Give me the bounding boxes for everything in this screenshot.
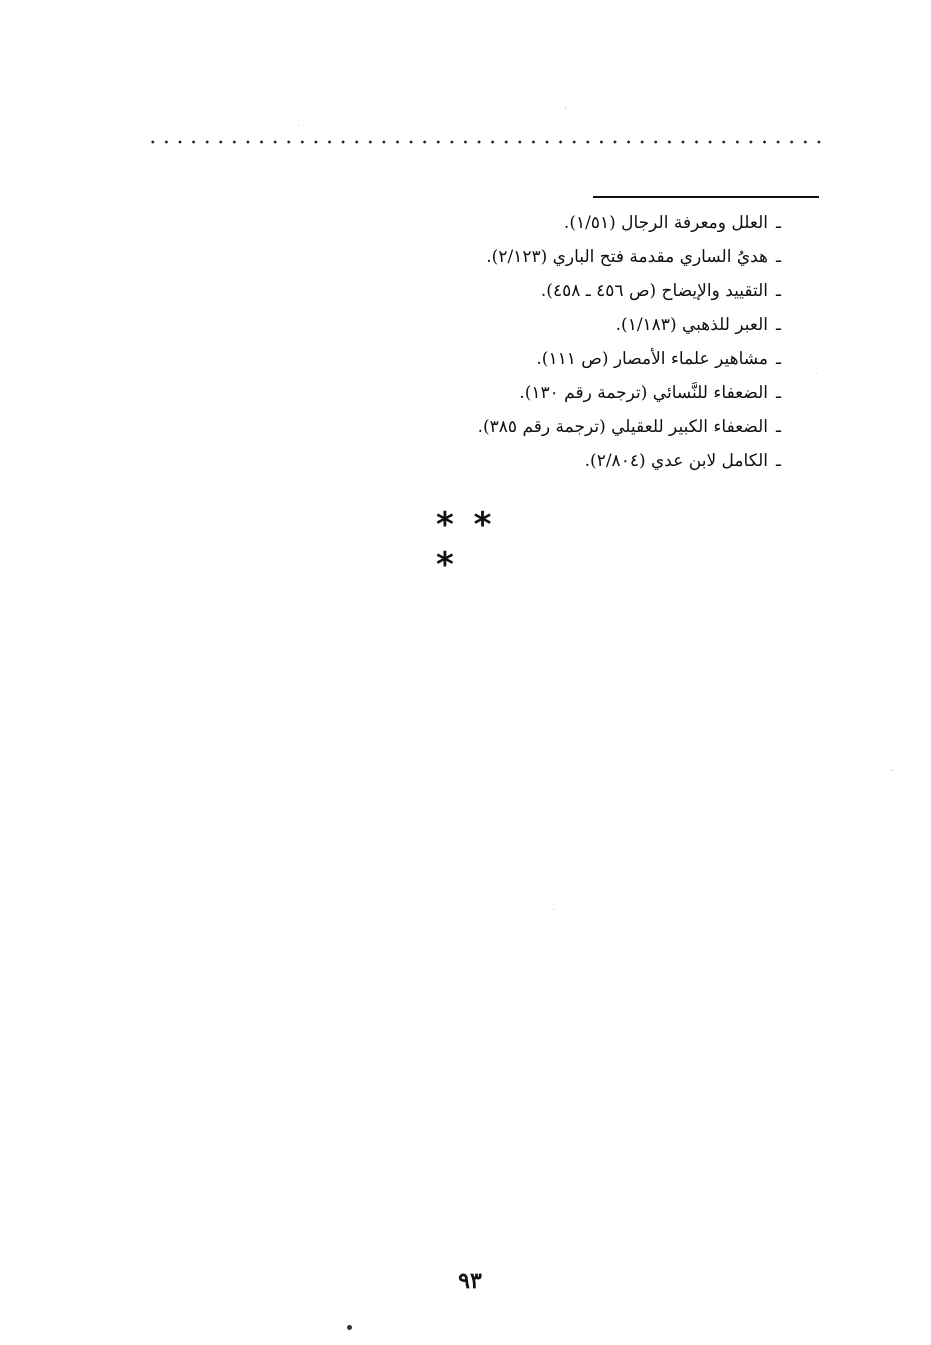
reference-item <box>478 308 781 342</box>
list-dash: ـ <box>776 383 781 403</box>
reference-text: مشاهير علماء الأمصار (ص ١١١). <box>536 349 769 369</box>
list-dash: ـ <box>776 247 781 267</box>
section-separator-stars: * * * <box>436 505 496 585</box>
reference-item <box>478 274 781 308</box>
ink-speck <box>347 1325 352 1330</box>
reference-text: العبر للذهبي (١/١٨٣). <box>615 315 769 335</box>
ink-speck <box>553 909 554 910</box>
reference-item <box>478 410 781 444</box>
reference-item <box>478 342 781 376</box>
list-dash: ـ <box>776 417 781 437</box>
ink-speck <box>565 107 566 108</box>
reference-item <box>478 376 781 410</box>
footnote-rule <box>593 196 819 198</box>
reference-item <box>478 240 781 274</box>
reference-text: العلل ومعرفة الرجال (١/٥١). <box>563 213 769 233</box>
ink-speck <box>816 373 817 374</box>
list-dash: ـ <box>776 315 781 335</box>
dotted-separator-rule <box>146 137 822 147</box>
list-dash: ـ <box>776 451 781 471</box>
references-list <box>478 206 781 478</box>
page-number: ٩٣ <box>458 1268 482 1294</box>
list-dash: ـ <box>776 281 781 301</box>
list-dash: ـ <box>776 213 781 233</box>
reference-text: الضعفاء للنَّسائي (ترجمة رقم ١٣٠). <box>519 383 769 403</box>
list-dash: ـ <box>776 349 781 369</box>
ink-speck <box>891 770 893 771</box>
ink-speck <box>298 125 299 126</box>
reference-item <box>478 444 781 478</box>
reference-text: الضعفاء الكبير للعقيلي (ترجمة رقم ٣٨٥). <box>477 417 769 437</box>
reference-text: الكامل لابن عدي (٢/٨٠٤). <box>584 451 769 471</box>
reference-item <box>478 206 781 240</box>
reference-text: هديُ الساري مقدمة فتح الباري (٢/١٢٣). <box>486 247 769 267</box>
reference-text: التقييد والإيضاح (ص ٤٥٦ ـ ٤٥٨). <box>540 281 769 301</box>
